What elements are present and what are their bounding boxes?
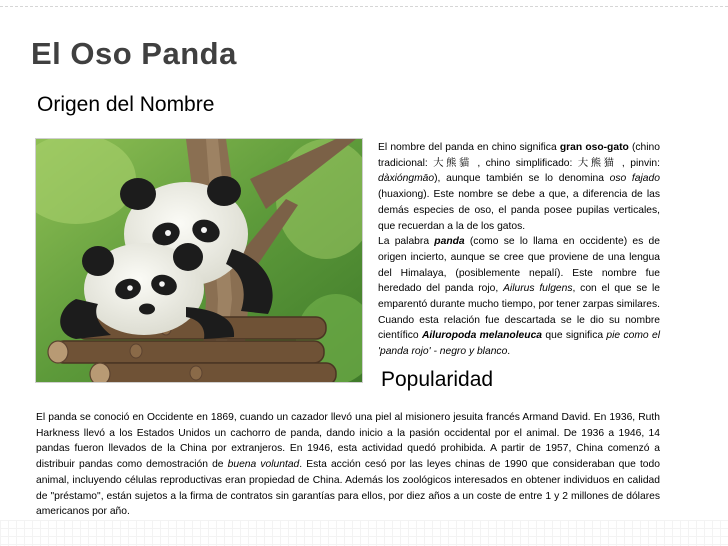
footer-grid-background: [0, 520, 728, 546]
page-title: El Oso Panda: [31, 36, 237, 71]
origin-text: (chino tradicional:: [378, 142, 661, 169]
origin-scientific-name-bold: Ailuropoda melanoleuca: [421, 330, 543, 342]
popularity-text: El panda se conoció en Occidente en 1869, cuando un cazador llevó una piel al misionero jesuita francés Armand David. En 1936, Ruth Harkness llevó a los Estados Unidos un cachorro de panda, dando inicio a la pasión occidental por el animal. De 1936 a 1946, 14 pandas fueron llevados de la China por extranjeros. En 1946, esta actividad quedó prohibida. A partir de 1957, China comenzó a distribuir pandas como demostración de: [36, 412, 660, 471]
section-title-origen: Origen del Nombre: [37, 93, 215, 116]
origin-scientific-name: Ailurus fulgens: [503, 283, 573, 295]
origin-pinyin: dàxióngmāo: [378, 173, 435, 185]
top-divider: [0, 6, 728, 8]
origin-bold-term: gran oso-gato: [559, 142, 629, 153]
origin-chinese-traditional: 大熊貓: [433, 157, 472, 169]
section-title-popularidad: Popularidad: [381, 368, 494, 391]
origin-text: ), aunque también se lo denomina: [434, 173, 610, 185]
origin-chinese-simplified: 大熊猫: [577, 157, 617, 169]
popularity-italic-term: buena voluntad: [227, 459, 300, 471]
origin-text: .: [507, 346, 511, 358]
origin-text: (huaxiong). Este nombre se debe a que, a diferencia de las demás especies de oso, el panda posee pupilas verticales, que recuerdan a la de los gatos.: [378, 189, 660, 232]
origin-bold-italic-term: panda: [434, 236, 465, 248]
origin-text: La palabra: [378, 236, 435, 248]
origin-text: , chino simplificado:: [471, 157, 578, 169]
origin-text: que significa: [542, 330, 607, 342]
popularity-text: . Esta acción cesó por las leyes chinas de 1990 que consideraban que todo animal, incluyendo células reproductivas eran propiedad de China. Además los zoológicos interesados en obtener individuos en calidad de "préstamo", están sujetos a la firma de contratos sin garantías para ellos, por diez años a un coste de entre 1 y 2 millones de dólares americanos por año.: [36, 459, 660, 518]
origin-paragraph: [378, 140, 660, 360]
origin-text: El nombre del panda en chino significa: [378, 142, 560, 153]
origin-text: , con el que se le emparentó durante mucho tiempo, por tener zarpas similares. Cuando esta relación fue descartada se le dio su nombre científico: [378, 283, 660, 342]
origin-text: (como se lo llama en occidente) es de origen incierto, aunque se cree que proviene de una lengua del Himalaya, (posiblemente nepalí). Este nombre fue heredado del panda rojo,: [378, 236, 660, 295]
origin-italic-meaning: pie como el 'panda rojo' - negro y blanco: [378, 330, 660, 358]
panda-photo: [35, 138, 363, 383]
origin-italic-term: oso fajado: [609, 173, 660, 185]
origin-text: , pinvin:: [616, 157, 661, 169]
popularity-paragraph: [36, 410, 660, 520]
